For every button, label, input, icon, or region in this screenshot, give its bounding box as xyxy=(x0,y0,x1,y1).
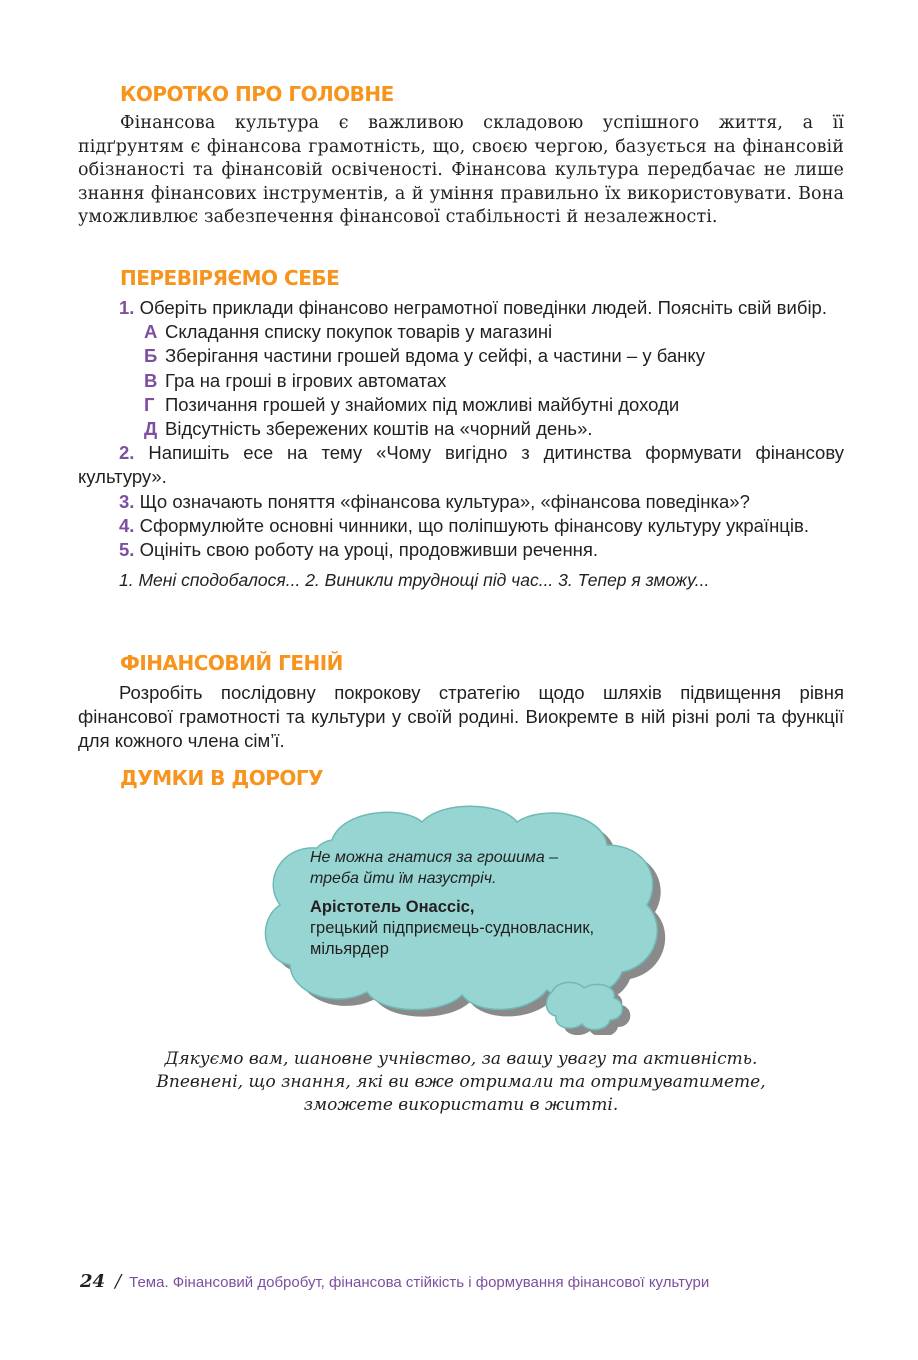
option-text: Гра на гроші в ігрових автоматах xyxy=(165,369,447,391)
option-item xyxy=(78,320,844,344)
option-item xyxy=(78,369,844,393)
question-text: Напишіть есе на тему «Чому вигідно з дитинства формувати фінансову культуру». xyxy=(78,442,844,488)
question-1 xyxy=(78,296,844,320)
question-text: Сформулюйте основні чинники, що поліпшують фінансову культуру українців. xyxy=(139,514,809,536)
summary-paragraph: Фінансова культура є важливою складовою успішного життя, а її підґрунтям є фінансова грамотність, що, своєю чергою, базується на фінансовій обізнаності та фінансовій освіченості. Фінансова культура передбачає не лише знання фінансових інструментів, а й уміння правильно їх використовувати. Вона уможливлює забезпечення фінансової стабільності й незалежності. xyxy=(78,113,844,227)
option-letter: А xyxy=(144,321,158,343)
question-number: 3. xyxy=(119,490,135,512)
option-text: Відсутність збережених коштів на «чорний день». xyxy=(165,418,593,440)
question-number: 5. xyxy=(119,539,135,561)
footer-separator: / xyxy=(115,1271,122,1292)
question-number: 1. xyxy=(119,297,135,318)
questions-block xyxy=(78,296,844,592)
question-4 xyxy=(78,514,844,538)
closing-message xyxy=(78,1048,844,1117)
question-text: Що означають поняття «фінансова культура», «фінансова поведінка»? xyxy=(139,490,750,512)
options-list xyxy=(78,320,844,441)
option-text: Складання списку покупок товарів у магазині xyxy=(165,321,553,343)
closing-line-2: Впевнені, що знання, які ви вже отримали та отримуватимете, xyxy=(156,1072,766,1092)
closing-line-1: Дякуємо вам, шановне учнівство, за вашу увагу та активність. xyxy=(164,1049,758,1069)
option-letter: Г xyxy=(144,393,155,415)
author-desc-line-2: мільярдер xyxy=(310,940,389,958)
thoughts-heading: ДУМКИ В ДОРОГУ xyxy=(120,766,324,790)
reflection-prompts: 1. Мені сподобалося... 2. Виникли труднощі під час... 3. Тепер я зможу... xyxy=(119,570,710,591)
option-text: Позичання грошей у знайомих під можливі майбутні доходи xyxy=(165,393,680,415)
question-number: 4. xyxy=(119,514,135,536)
option-text: Зберігання частини грошей вдома у сейфі, а частини – у банку xyxy=(165,345,705,367)
genius-paragraph: Розробіть послідовну покрокову стратегію щодо шляхів підвищення рівня фінансової грамотності та культури у своїй родині. Виокремте в ній різні ролі та функції для кожного члена сім’ї. xyxy=(78,682,844,752)
check-heading: ПЕРЕВІРЯЄМО СЕБЕ xyxy=(120,266,340,290)
option-letter: Б xyxy=(144,345,158,367)
quote-line-1: Не можна гнатися за грошима – xyxy=(310,849,559,866)
option-item xyxy=(78,417,844,441)
genius-heading: ФІНАНСОВИЙ ГЕНІЙ xyxy=(120,651,343,675)
closing-line-3: зможете використати в житті. xyxy=(303,1095,619,1115)
page-footer xyxy=(80,1271,709,1292)
option-item xyxy=(78,393,844,417)
footer-topic: Тема. Фінансовий добробут, фінансова стійкість і формування фінансової культури xyxy=(129,1274,710,1291)
question-3 xyxy=(78,490,844,514)
question-text: Оцініть свою роботу на уроці, продовживши речення. xyxy=(139,539,599,561)
author-desc-line-1: грецький підприємець-судновласник, xyxy=(310,919,595,937)
quote-author: Арістотель Онассіс, xyxy=(310,898,475,916)
question-5 xyxy=(78,538,844,562)
option-letter: В xyxy=(144,369,158,391)
question-2 xyxy=(78,441,844,489)
option-item xyxy=(78,344,844,368)
question-text: Оберіть приклади фінансово неграмотної поведінки людей. Поясніть свій вибір. xyxy=(139,297,827,318)
option-letter: Д xyxy=(144,418,158,440)
quote-box xyxy=(310,847,640,960)
summary-heading: КОРОТКО ПРО ГОЛОВНЕ xyxy=(120,82,394,106)
quote-line-2: треба йти їм назустріч. xyxy=(310,870,497,887)
question-number: 2. xyxy=(119,442,135,464)
page-number: 24 xyxy=(80,1271,106,1292)
